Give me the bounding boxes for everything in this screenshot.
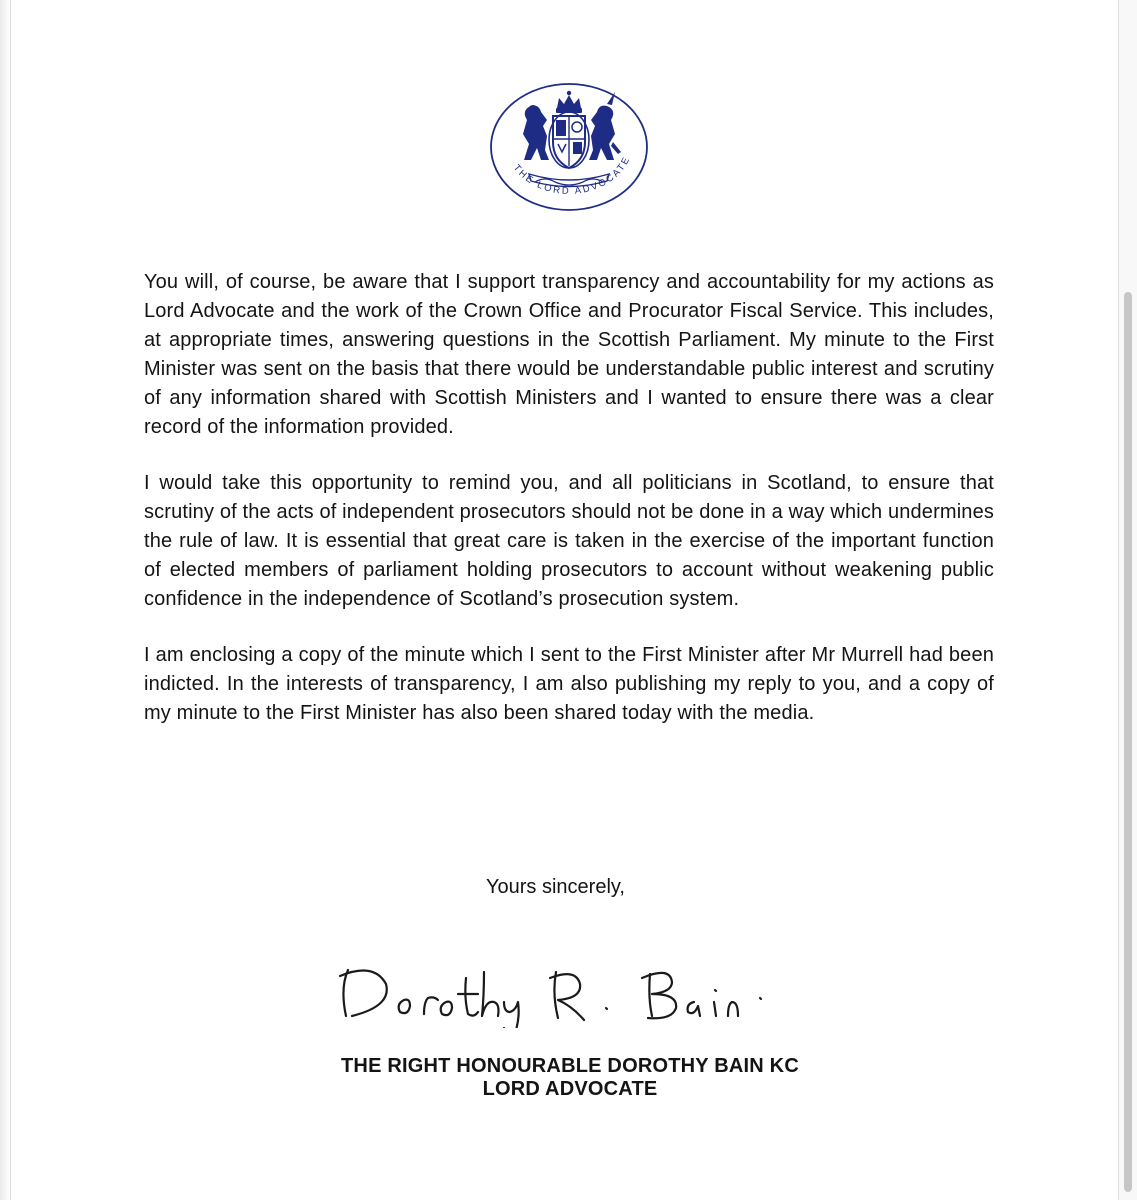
signatory-block — [220, 1055, 920, 1101]
letter-paragraph: I would take this opportunity to remind you, and all politicians in Scotland, to ensure that scrutiny of the acts of independent prosecutors should not be done in a way which undermines the rule of law. It is essential that great care is taken in the exercise of the important function of elected members of parliament holding prosecutors to account without weakening public confidence in the independence of Scotland’s prosecution system. — [144, 472, 994, 610]
signatory-title: LORD ADVOCATE — [482, 1078, 658, 1100]
crest-ring-text: THE LORD ADVOCATE — [510, 153, 633, 198]
handwritten-signature — [334, 958, 804, 1028]
scrollbar-track[interactable] — [1118, 0, 1137, 1200]
royal-coat-of-arms-icon — [489, 82, 649, 212]
letter-body — [144, 268, 994, 755]
letter-paragraph: I am enclosing a copy of the minute which I sent to the First Minister after Mr Murrell had been indicted. In the interests of transparency, I am also publishing my reply to you, and a copy of my minute to the First Minister has also been shared today with the media. — [144, 644, 994, 724]
lord-advocate-crest — [489, 82, 649, 212]
letter-paragraph: You will, of course, be aware that I support transparency and accountability for my actions as Lord Advocate and the work of the Crown Office and Procurator Fiscal Service. This includes, at appropriate times, answering questions in the Scottish Parliament. My minute to the First Minister was sent on the basis that there would be understandable public interest and scrutiny of any information shared with Scottish Ministers and I wanted to ensure there was a clear record of the information provided. — [144, 271, 994, 438]
letter-closing: Yours sincerely, — [486, 876, 625, 898]
signatory-name: THE RIGHT HONOURABLE DOROTHY BAIN KC — [341, 1055, 799, 1077]
page-left-edge — [0, 0, 11, 1200]
scrollbar-thumb[interactable] — [1124, 292, 1132, 1192]
